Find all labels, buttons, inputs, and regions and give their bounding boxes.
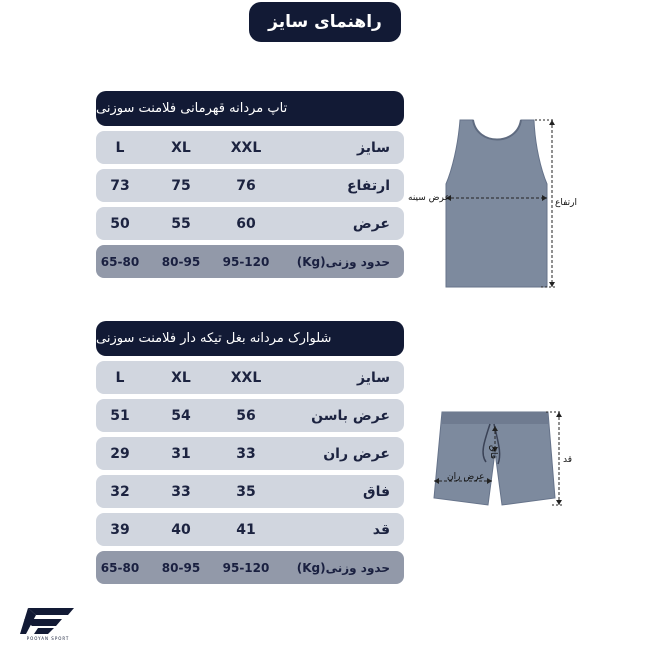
shorts-table-title: شلوارک مردانه بغل تیکه دار فلامنت سوزنی: [96, 321, 404, 356]
page-title: راهنمای سایز: [249, 2, 401, 42]
shorts-length-label: قد: [563, 455, 573, 465]
tank-size-table: [96, 91, 404, 278]
tank-table-title: تاپ مردانه قهرمانی فلامنت سوزنی: [96, 91, 404, 126]
brand-name: POOYAN SPORT: [26, 636, 70, 641]
thigh-width-label: عرض ران: [447, 472, 485, 482]
tank-height-label: ارتفاع: [555, 198, 578, 208]
table-row: 65-80 80-95 95-120 حدود وزنی(Kg): [96, 551, 404, 584]
table-row: 50 55 60 عرض: [96, 207, 404, 240]
table-row: 65-80 80-95 95-120 حدود وزنی(Kg): [96, 245, 404, 278]
chest-width-label: عرض سینه: [408, 193, 450, 203]
table-row: 39 40 41 قد: [96, 513, 404, 546]
table-row: L XL XXL سایز: [96, 131, 404, 164]
table-row: 29 31 33 عرض ران: [96, 437, 404, 470]
table-row: 32 33 35 فاق: [96, 475, 404, 508]
shorts-size-table: [96, 321, 404, 584]
table-row: 51 54 56 عرض باسن: [96, 399, 404, 432]
table-row: L XL XXL سایز: [96, 361, 404, 394]
table-row: 73 75 76 ارتفاع: [96, 169, 404, 202]
rise-label: فاق: [488, 445, 498, 460]
shorts-illustration: [428, 404, 578, 509]
